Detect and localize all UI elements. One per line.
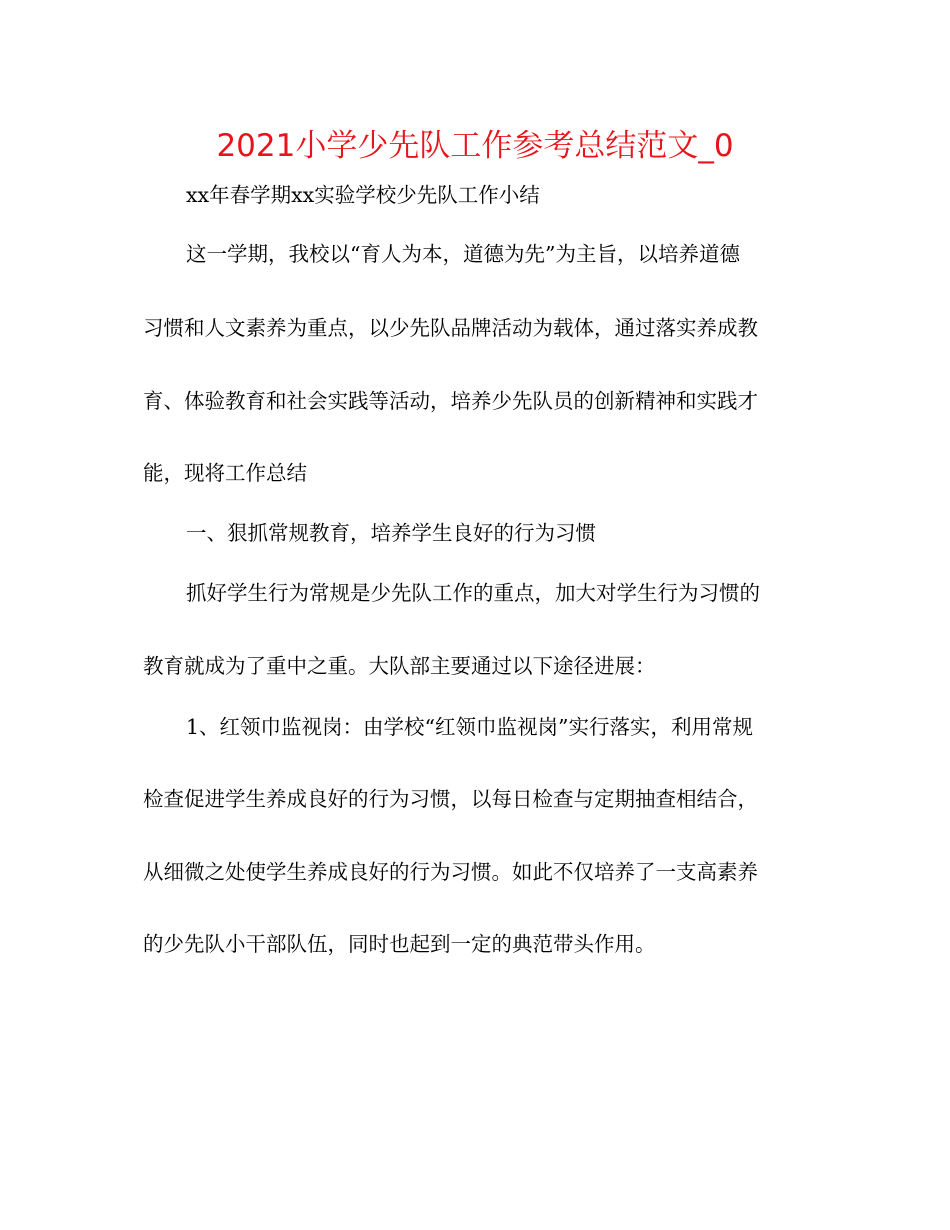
paragraph-line: 检查促进学生养成良好的行为习惯，以每日检查与定期抽查相结合，: [143, 787, 758, 811]
paragraph-line: 抓好学生行为常规是少先队工作的重点，加大对学生行为习惯的: [186, 581, 760, 605]
paragraph-line: 的少先队小干部队伍，同时也起到一定的典范带头作用。: [143, 932, 656, 956]
paragraph-line: 育、体验教育和社会实践等活动，培养少先队员的创新精神和实践才: [143, 389, 758, 413]
paragraph-line: 这一学期，我校以“育人为本，道德为先”为主旨，以培养道德: [186, 242, 740, 266]
paragraph-line: 从细微之处使学生养成良好的行为习惯。如此不仅培养了一支高素养: [143, 860, 758, 884]
subtitle-line: xx年春学期xx实验学校少先队工作小结: [186, 183, 540, 207]
paragraph-line: 能，现将工作总结: [143, 461, 307, 485]
document-title: 2021小学少先队工作参考总结范文_0: [216, 128, 734, 164]
section-heading: 一、狠抓常规教育，培养学生良好的行为习惯: [186, 521, 596, 545]
paragraph-line: 习惯和人文素养为重点，以少先队品牌活动为载体，通过落实养成教: [143, 316, 758, 340]
paragraph-line: 教育就成为了重中之重。大队部主要通过以下途径进展：: [143, 654, 656, 678]
paragraph-line: 1、红领巾监视岗：由学校“红领巾监视岗”实行落实，利用常规: [186, 715, 754, 739]
